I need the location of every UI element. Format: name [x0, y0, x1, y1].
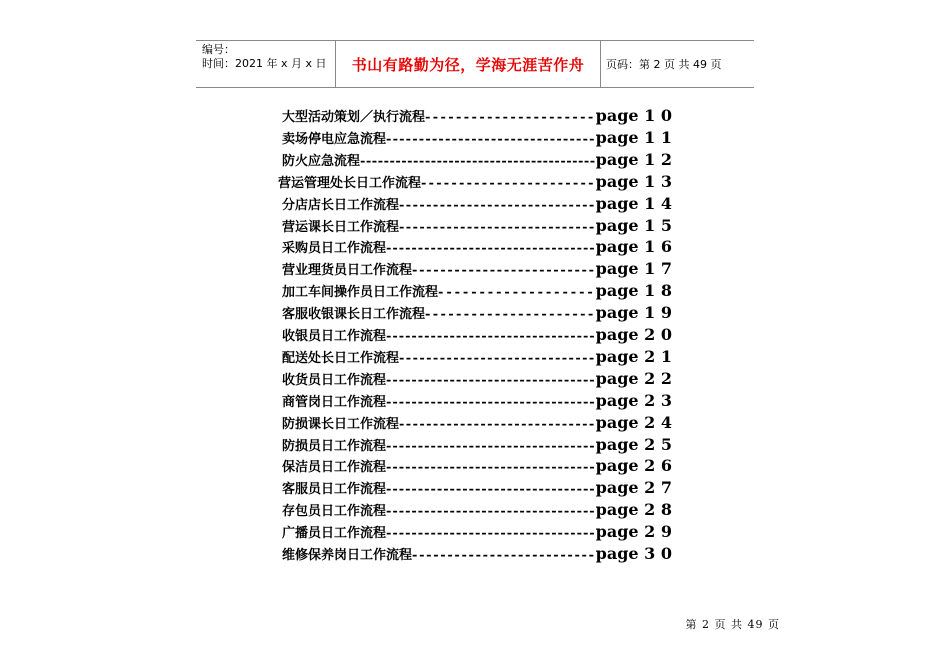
toc-entry-title: 防火应急流程	[282, 153, 361, 169]
toc-entry-leader: ---------------------------------	[386, 241, 596, 257]
toc-entry-page: page 2 0	[595, 325, 672, 344]
toc-entry-page: page 1 7	[595, 259, 672, 279]
toc-entry	[282, 237, 672, 259]
toc-entry-title: 保洁员日工作流程	[282, 460, 387, 476]
toc-entry-title: 维修保养岗日工作流程	[282, 548, 413, 563]
toc-entry-page: page 1 2	[595, 149, 672, 169]
header-meta	[196, 41, 336, 87]
toc-entry-page: page 1 5	[595, 215, 672, 235]
page-footer: 第 2 页 共 49 页	[685, 618, 780, 631]
toc-entry-leader: ----------------------	[425, 110, 596, 125]
toc-entry	[282, 544, 672, 566]
toc-entry-leader: ---------------------------------	[386, 460, 596, 476]
toc-entry-title: 采购员日工作流程	[282, 241, 387, 257]
toc-entry-page: page 2 3	[595, 390, 672, 410]
toc-entry-leader: ---------------------------------	[386, 394, 596, 410]
toc-entry	[282, 522, 672, 544]
toc-entry-title: 营运管理处长日工作流程	[278, 175, 422, 191]
toc-entry-leader: ---------------------------------	[386, 438, 596, 454]
toc-entry-leader: -----------------------------	[399, 219, 596, 235]
toc-entry-page: page 2 7	[595, 478, 672, 498]
toc-entry-leader: ---------------------------------	[386, 526, 596, 542]
toc-entry-leader: --------------------------	[412, 263, 596, 279]
toc-entry-page: page 1 3	[595, 171, 672, 191]
toc-entry-title: 存包员日工作流程	[282, 504, 387, 520]
toc-entry-leader: ---------------------------------	[386, 329, 596, 344]
time-label: 时间：2021 年 x 月 x 日	[202, 57, 327, 70]
toc-entry-title: 收银员日工作流程	[282, 329, 387, 344]
toc-entry-title: 分店店长日工作流程	[282, 197, 400, 213]
toc-entry	[282, 216, 672, 238]
toc-entry	[282, 435, 672, 457]
toc-entry-page: page 2 9	[595, 522, 672, 542]
toc-entry-page: page 1 8	[595, 281, 672, 301]
toc-entry-page: page 1 6	[595, 237, 672, 257]
toc-entry	[282, 500, 672, 522]
toc-entry	[282, 194, 672, 216]
toc-entry	[282, 478, 672, 500]
motto-text: 书山有路勤为径，学海无涯苦作舟	[351, 55, 585, 74]
toc-entry-leader: ---------------------------------	[386, 372, 596, 388]
toc-entry	[282, 456, 672, 478]
toc-entry-leader: --------------------------------	[386, 131, 596, 147]
toc-entry-title: 营业理货员日工作流程	[282, 263, 413, 279]
toc-entry-page: page 1 4	[595, 193, 672, 213]
toc-entry	[278, 172, 672, 194]
toc-entry-page: page 2 8	[595, 500, 672, 520]
toc-entry-leader: -----------------------------	[399, 197, 596, 213]
toc-entry	[282, 369, 672, 391]
toc-entry	[282, 325, 672, 347]
page-label: 页码：第 2 页 共 49 页	[606, 58, 722, 71]
toc-entry-title: 收货员日工作流程	[282, 372, 387, 388]
toc-entry-title: 配送处长日工作流程	[282, 350, 400, 366]
toc-entry-title: 加工车间操作员日工作流程	[282, 285, 439, 301]
number-label: 编号：	[202, 43, 235, 56]
toc-entry	[282, 150, 672, 172]
toc-entry-page: page 2 5	[595, 434, 672, 454]
toc-entry-leader: -----------------------------	[399, 350, 596, 366]
toc-entry-title: 卖场停电应急流程	[282, 131, 387, 147]
toc-entry-title: 商管岗日工作流程	[282, 394, 387, 410]
toc-entry	[282, 106, 672, 128]
toc-entry-title: 防损课长日工作流程	[282, 416, 400, 432]
toc-entry-page: page 2 1	[595, 346, 672, 366]
toc-entry-leader: ---------------------------------	[386, 482, 596, 498]
toc-entry-title: 营运课长日工作流程	[282, 219, 400, 235]
toc-entry-page: page 2 2	[595, 368, 672, 388]
toc-entry-page: page 3 0	[595, 544, 672, 563]
header-page-info	[600, 41, 754, 87]
toc-entry-leader: -----------------------	[421, 175, 596, 191]
toc-entry	[282, 347, 672, 369]
header-motto	[336, 41, 601, 87]
toc-entry-leader: ---------------------------------	[386, 504, 596, 520]
toc-entry-leader: -----------------------------	[399, 416, 596, 432]
toc-entry-page: page 2 4	[595, 412, 672, 432]
toc-entry	[282, 281, 672, 303]
toc-entry-page: page 2 6	[595, 456, 672, 476]
toc-entry	[282, 391, 672, 413]
toc-entry-title: 防损员日工作流程	[282, 438, 387, 454]
toc-entry-leader: ----------------------------------------	[360, 153, 596, 169]
toc-entry-leader: --------------------------	[412, 548, 596, 563]
toc-entry-title: 广播员日工作流程	[282, 526, 387, 542]
toc-entry	[282, 303, 672, 325]
toc-entry-page: page 1 9	[595, 303, 672, 323]
toc-entry	[282, 413, 672, 435]
toc-entry-page: page 1 0	[595, 106, 672, 125]
toc-entry-leader: -------------------	[438, 285, 596, 301]
toc-entry-title: 客服收银课长日工作流程	[282, 307, 426, 323]
toc-entry-leader: ----------------------	[425, 307, 596, 323]
toc-entry-title: 客服员日工作流程	[282, 482, 387, 498]
page-header	[196, 40, 754, 88]
toc-entry-title: 大型活动策划／执行流程	[282, 110, 426, 125]
toc-entry	[282, 259, 672, 281]
toc-entry	[282, 128, 672, 150]
toc-entry-page: page 1 1	[595, 127, 672, 147]
